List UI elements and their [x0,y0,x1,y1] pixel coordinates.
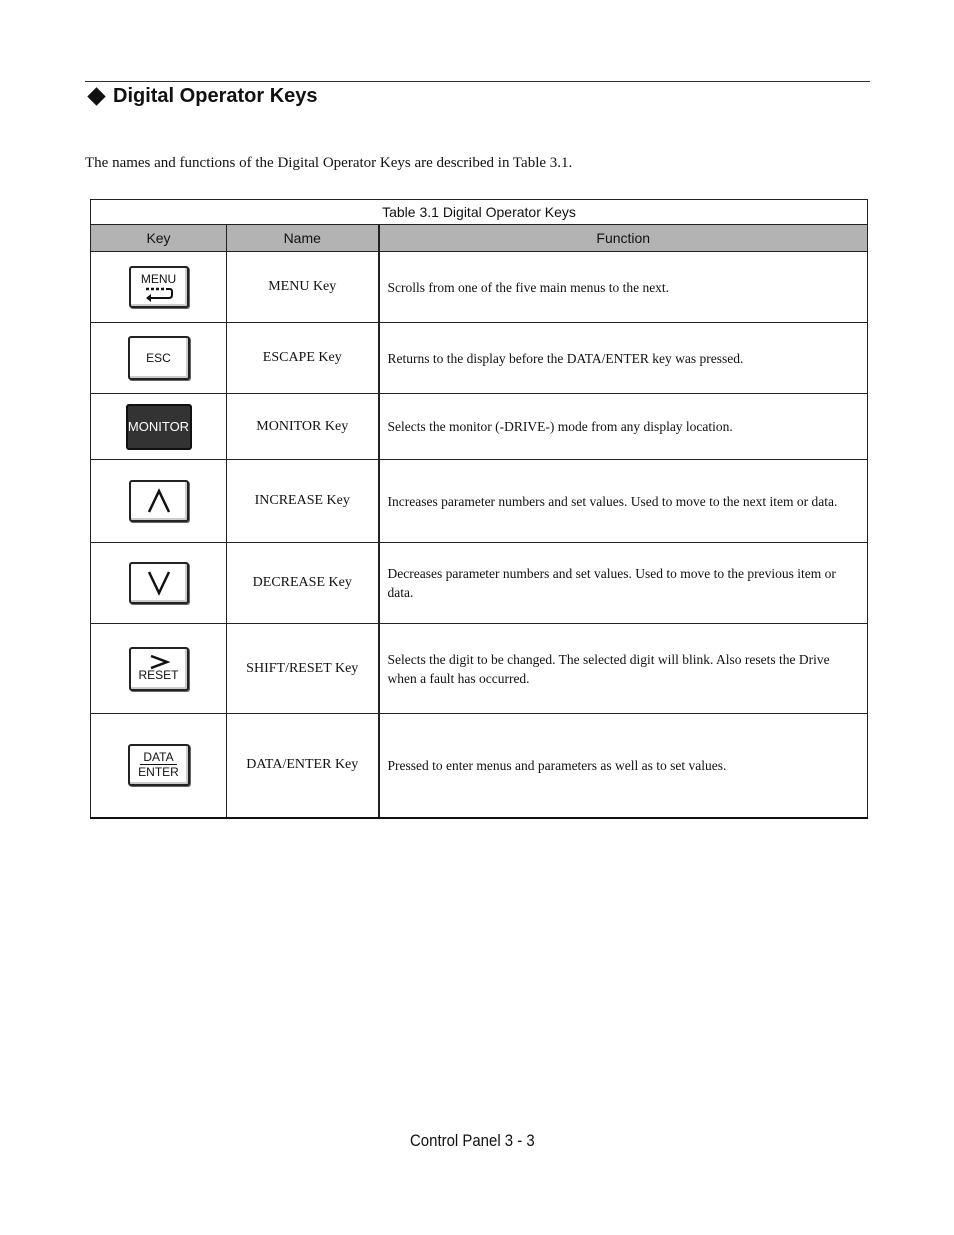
column-header-name: Name [227,225,379,252]
data-keycap-label: DATA [140,751,176,765]
key-cell [91,252,227,323]
reset-keycap-label: RESET [138,668,179,682]
column-header-function: Function [379,225,868,252]
key-function: Pressed to enter menus and parameters as well as to set values. [379,714,868,818]
table-row [91,714,868,818]
key-function: Returns to the display before the DATA/ENTER key was pressed. [379,323,868,394]
esc-key-button[interactable] [128,336,190,380]
table-row [91,624,868,714]
down-chevron-icon [146,570,172,596]
key-function: Scrolls from one of the five main menus to the next. [379,252,868,323]
key-cell [91,543,227,624]
key-name: MONITOR Key [227,394,379,460]
decrease-key-button[interactable] [129,562,189,604]
table-row [91,543,868,624]
increase-key-button[interactable] [129,480,189,522]
table-row [91,252,868,323]
key-cell [91,714,227,818]
top-rule [85,81,870,82]
monitor-key-button[interactable] [126,404,192,450]
column-header-key: Key [91,225,227,252]
page-footer: Control Panel 3 - 3 [410,1131,535,1150]
table-row [91,394,868,460]
table-row [91,323,868,394]
return-arrow-icon [142,286,176,302]
intro-paragraph: The names and functions of the Digital Operator Keys are described in Table 3.1. [85,155,573,171]
section-heading [86,85,318,108]
table-caption: Table 3.1 Digital Operator Keys [91,200,868,225]
esc-keycap-label: ESC [146,350,171,365]
key-name: ESCAPE Key [227,323,379,394]
key-name: MENU Key [227,252,379,323]
key-cell [91,394,227,460]
key-cell [91,323,227,394]
enter-keycap-label: ENTER [138,765,179,780]
shift-reset-key-button[interactable] [129,647,189,691]
right-chevron-icon [148,655,170,669]
heading-text: Digital Operator Keys [113,85,318,107]
up-chevron-icon [146,488,172,514]
key-function: Decreases parameter numbers and set values. Used to move to the previous item or data. [379,543,868,624]
key-cell [91,624,227,714]
key-name: DATA/ENTER Key [227,714,379,818]
key-name: DECREASE Key [227,543,379,624]
menu-key-button[interactable] [129,266,189,308]
key-function: Selects the digit to be changed. The selected digit will blink. Also resets the Drive when a fault has occurred. [379,624,868,714]
digital-operator-keys-table [90,199,868,819]
key-function: Selects the monitor (-DRIVE-) mode from any display location. [379,394,868,460]
key-cell [91,460,227,543]
data-enter-key-button[interactable] [128,744,190,786]
key-name: SHIFT/RESET Key [227,624,379,714]
monitor-keycap-label: MONITOR [127,419,190,434]
menu-keycap-label: MENU [140,271,177,286]
diamond-bullet-icon [87,87,105,105]
key-function: Increases parameter numbers and set values. Used to move to the next item or data. [379,460,868,543]
key-name: INCREASE Key [227,460,379,543]
table-row [91,460,868,543]
